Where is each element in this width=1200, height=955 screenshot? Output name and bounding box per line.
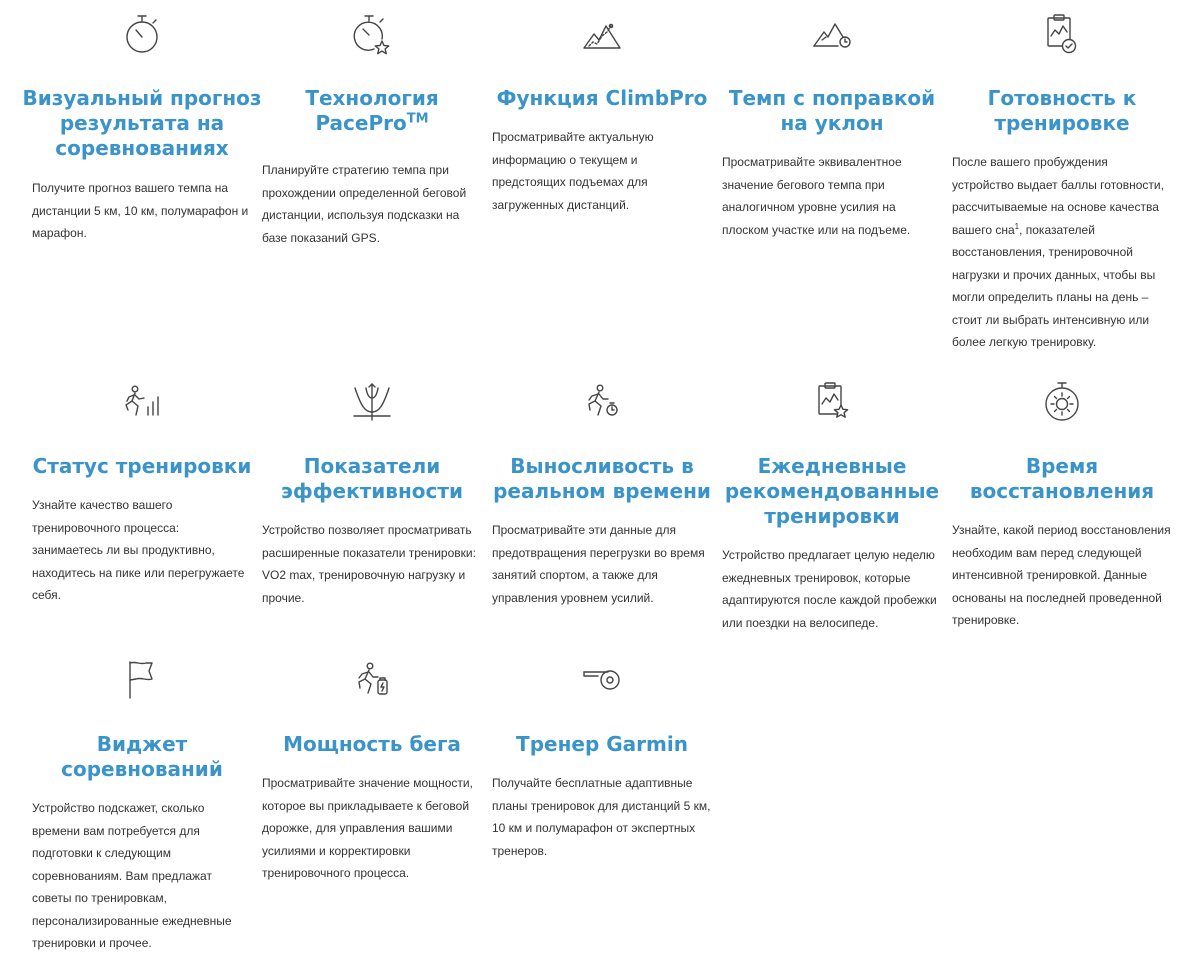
feature-recovery-time	[952, 380, 1172, 640]
stopwatch-star-icon	[262, 12, 482, 60]
feature-description: Планируйте стратегию темпа при прохождении определенной беговой дистанции, используя подсказки на базе показаний GPS.	[262, 163, 467, 245]
recovery-timer-icon	[952, 380, 1172, 428]
feature-description: Просматривайте эквивалентное значение бегового темпа при аналогичном уровне усилия на плоском участке или на подъеме.	[722, 155, 911, 237]
runner-power-icon	[262, 658, 482, 706]
feature-title: Технология PacePro™	[305, 86, 439, 135]
feature-title: Готовность к тренировке	[987, 86, 1137, 135]
mountain-route-icon	[492, 12, 712, 60]
feature-description: Просматривайте значение мощности, которое вы прикладываете к беговой дорожке, для управления вашими усилиями и корректировки тренировочного процесса.	[262, 776, 473, 880]
clipboard-star-icon	[722, 380, 942, 428]
feature-description: Узнайте качество вашего тренировочного процесса: занимаетесь ли вы продуктивно, находитесь на пике или перегружаете себя.	[32, 498, 245, 602]
feature-race-widget	[32, 658, 252, 948]
feature-title: Ежедневные рекомендованные тренировки	[724, 454, 940, 528]
feature-title: Показатели эффективности	[281, 454, 463, 503]
feature-description: Просматривайте эти данные для предотвращения перегрузки во время занятий спортом, а также для управления уровнем усилий.	[492, 523, 705, 605]
feature-description: После вашего пробуждения устройство выдает баллы готовности, рассчитываемые на основе качества вашего сна$^1$, показателей восстановления, тренировочной нагрузки и прочих данных, чтобы вы могли определить планы на день – стоит ли выбрать интенсивную или более легкую тренировку.	[952, 155, 1164, 349]
feature-title: Виджет соревнований	[61, 732, 223, 781]
feature-training-status	[32, 380, 252, 602]
feature-description: Получите прогноз вашего темпа на дистанции 5 км, 10 км, полумарафон и марафон.	[32, 181, 249, 240]
feature-title: Тренер Garmin	[516, 732, 688, 756]
feature-real-time-stamina	[492, 380, 712, 610]
feature-race-predictor	[22, 12, 262, 242]
runner-bars-icon	[32, 380, 252, 428]
feature-description: Узнайте, какой период восстановления необходим вам перед следующей интенсивной тренировкой. Данные основаны на последней проведенной тренировке.	[952, 523, 1171, 627]
feature-description: Просматривайте актуальную информацию о текущем и предстоящих подъемах для загруженных дистанций.	[492, 130, 654, 212]
feature-description: Получайте бесплатные адаптивные планы тренировок для дистанций 5 км, 10 км и полумарафон от экспертных тренеров.	[492, 776, 711, 858]
feature-performance-metrics	[262, 380, 482, 610]
feature-training-readiness	[952, 12, 1172, 362]
feature-title: Статус тренировки	[32, 454, 252, 478]
feature-title: Время восстановления	[969, 454, 1155, 503]
performance-graph-icon	[262, 380, 482, 428]
feature-title: Функция ClimbPro	[496, 86, 708, 110]
feature-title: Выносливость в реальном времени	[493, 454, 711, 503]
feature-title: Мощность бега	[283, 732, 461, 756]
feature-title: Темп с поправкой на уклон	[728, 86, 936, 135]
stopwatch-icon	[32, 12, 252, 60]
feature-description: Устройство подскажет, сколько времени вам потребуется для подготовки к следующим соревнованиям. Вам предлажат советы по тренировкам, персонализированные ежедневные тренировки и прочее.	[32, 801, 232, 950]
mountain-clock-icon	[722, 12, 942, 60]
runner-timer-icon	[492, 380, 712, 428]
flag-icon	[32, 658, 252, 706]
whistle-icon	[492, 658, 712, 706]
feature-description: Устройство предлагает целую неделю ежедневных тренировок, которые адаптируются после каждой пробежки или поездки на велосипеде.	[722, 548, 937, 630]
feature-garmin-coach	[492, 658, 712, 868]
feature-description: Устройство позволяет просматривать расширенные показатели тренировки: VO2 max, тренировочную нагрузку и прочие.	[262, 523, 476, 605]
feature-grade-adjusted-pace	[722, 12, 942, 242]
clipboard-check-icon	[952, 12, 1172, 60]
feature-running-power	[262, 658, 482, 898]
feature-climbpro	[492, 12, 712, 212]
feature-title: Визуальный прогноз результата на соревнованиях	[22, 86, 262, 160]
feature-pacepro	[262, 12, 482, 252]
feature-daily-suggested-workouts	[722, 380, 942, 640]
